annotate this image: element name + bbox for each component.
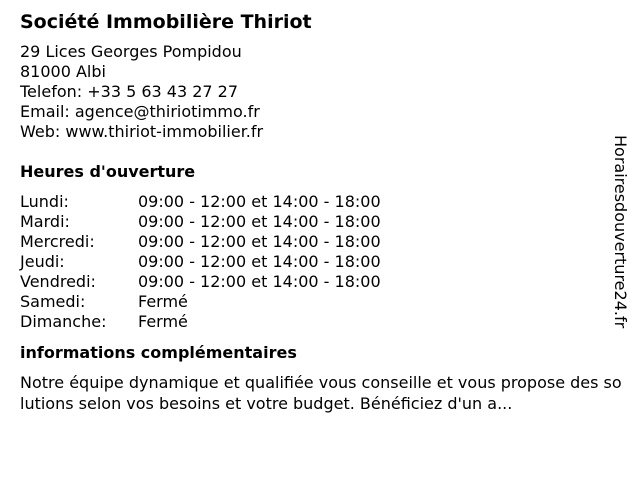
day-label: Jeudi: bbox=[20, 252, 65, 271]
time-value: 09:00 - 12:00 et 14:00 - 18:00 bbox=[138, 192, 381, 211]
day-label: Mercredi: bbox=[20, 232, 95, 251]
info-heading: informations complémentaires bbox=[20, 343, 297, 362]
day-label: Vendredi: bbox=[20, 272, 96, 291]
day-label: Samedi: bbox=[20, 292, 86, 311]
hours-row-thursday bbox=[20, 252, 610, 272]
time-value: 09:00 - 12:00 et 14:00 - 18:00 bbox=[138, 212, 381, 231]
day-label: Dimanche: bbox=[20, 312, 107, 331]
company-name: Société Immobilière Thiriot bbox=[20, 11, 312, 33]
hours-row-friday bbox=[20, 272, 610, 292]
hours-row-wednesday bbox=[20, 232, 610, 252]
time-value: 09:00 - 12:00 et 14:00 - 18:00 bbox=[138, 232, 381, 251]
watermark-text: Horairesdouverture24.fr bbox=[611, 135, 630, 329]
info-text: Notre équipe dynamique et qualifiée vous conseille et vous propose des solutions selon vos besoins et votre budget. Bénéficiez d'un a... bbox=[20, 373, 622, 413]
hours-row-saturday bbox=[20, 292, 610, 312]
time-value: 09:00 - 12:00 et 14:00 - 18:00 bbox=[138, 252, 381, 271]
web-line: Web: www.thiriot-immobilier.fr bbox=[20, 122, 264, 141]
phone-line: Telefon: +33 5 63 43 27 27 bbox=[20, 82, 239, 101]
hours-heading: Heures d'ouverture bbox=[20, 162, 196, 181]
hours-row-tuesday bbox=[20, 212, 610, 232]
hours-row-monday bbox=[20, 192, 610, 212]
address-street: 29 Lices Georges Pompidou bbox=[20, 42, 242, 61]
time-value: 09:00 - 12:00 et 14:00 - 18:00 bbox=[138, 272, 381, 291]
email-line: Email: agence@thiriotimmo.fr bbox=[20, 102, 260, 121]
time-value: Fermé bbox=[138, 292, 188, 311]
hours-row-sunday bbox=[20, 312, 610, 332]
day-label: Lundi: bbox=[20, 192, 69, 211]
day-label: Mardi: bbox=[20, 212, 70, 231]
time-value: Fermé bbox=[138, 312, 188, 331]
address-city: 81000 Albi bbox=[20, 62, 106, 81]
